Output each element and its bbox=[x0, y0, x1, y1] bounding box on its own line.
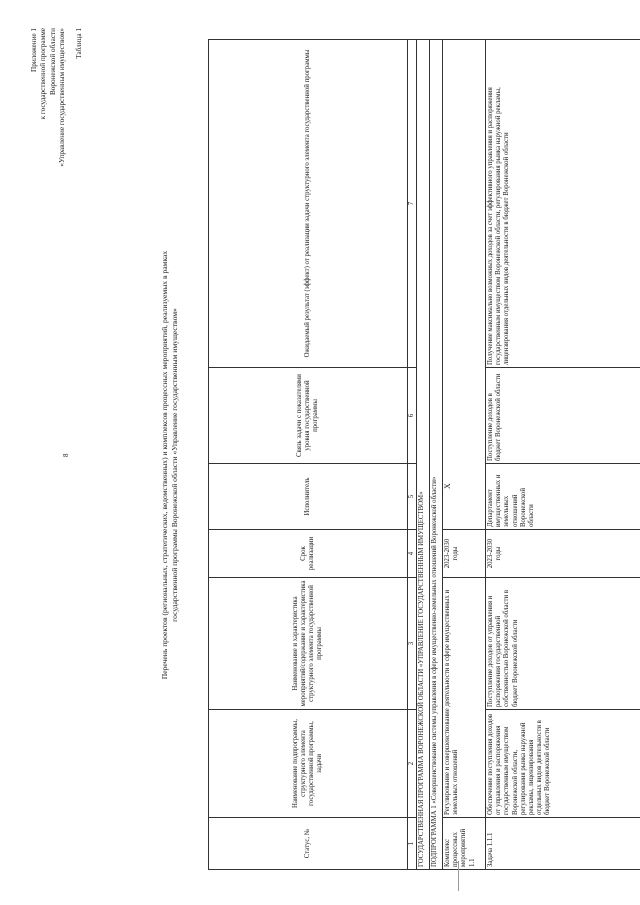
task-row bbox=[486, 40, 640, 870]
title-line-1: Перечень проектов (региональных, стратегических, ведомственных) и комплексов процессных мероприятий, реализуемых в рамках bbox=[160, 250, 169, 680]
task-period: 2023-2030 годы bbox=[486, 530, 640, 578]
column-number: 3 bbox=[408, 578, 417, 710]
subprogram-title: ПОДПРОГРАММА 1 «Совершенствование системы управления в сфере имущественно-земельных отношений Воронежской области» bbox=[430, 40, 443, 870]
header-description: Наименование и характеристика мероприятий/содержание и характеристика структурного элемента государственной программы bbox=[209, 578, 408, 710]
document-title bbox=[160, 185, 180, 745]
task-name: Обеспечение поступления доходов от управления и распоряжения государственным имуществом Воронежской области, регулирования рынка наружной рекламы, лицензирования отдельных видов деятельности в бюджет Воронежской области bbox=[486, 710, 640, 818]
complex-period: 2023-2030 годы bbox=[443, 530, 486, 578]
column-number: 7 bbox=[408, 40, 417, 368]
title-line-2: государственной программы Воронежской области «Управление государственным имуществом» bbox=[170, 308, 179, 622]
complex-status: Комплекс процессных мероприятий 1.1 bbox=[443, 818, 486, 870]
column-number: 6 bbox=[408, 368, 417, 464]
header-row bbox=[209, 40, 408, 870]
subprogram-row bbox=[430, 40, 443, 870]
task-executor: Департамент имущественных и земельных отношений Воронежской области bbox=[486, 464, 640, 530]
header-result: Ожидаемый результат (эффект) от реализации задачи структурного элемента государственной программы bbox=[209, 40, 408, 368]
column-number: 5 bbox=[408, 464, 417, 530]
page-number: 8 bbox=[62, 453, 70, 457]
complex-mark: Х bbox=[443, 40, 486, 530]
table-label: Таблица 1 bbox=[74, 28, 83, 59]
annex-line-1: Приложение 1 bbox=[30, 28, 38, 72]
task-status: Задача 1.1.1 bbox=[486, 818, 640, 870]
header-executor: Исполнитель bbox=[209, 464, 408, 530]
header-indicator-link: Связь задачи с показателями уровня государственной программы bbox=[209, 368, 408, 464]
complex-row bbox=[443, 40, 486, 870]
header-status: Статус, № bbox=[209, 818, 408, 870]
measures-table bbox=[208, 39, 640, 870]
program-row bbox=[417, 40, 430, 870]
column-number: 4 bbox=[408, 530, 417, 578]
task-description: Поступление доходов от управления и распоряжения государственной собственностью Воронежской области в бюджет Воронежской области bbox=[486, 578, 640, 710]
task-result: Получение максимально возможных доходов за счет эффективного управления и распоряжения государственным имуществом Воронежской области, регулирования рынка наружной рекламы, лицензирования отдельных видов деятельности в бюджет Воронежской области bbox=[486, 40, 640, 368]
task-indicator-link: Поступление доходов в бюджет Воронежской области bbox=[486, 368, 640, 464]
annex-line-3: Воронежской области bbox=[48, 28, 57, 96]
scan-mark bbox=[458, 861, 460, 891]
column-number: 1 bbox=[408, 818, 417, 870]
column-number-row bbox=[408, 40, 417, 870]
program-title: ГОСУДАРСТВЕННАЯ ПРОГРАММА ВОРОНЕЖСКОЙ ОБЛАСТИ «УПРАВЛЕНИЕ ГОСУДАРСТВЕННЫМ ИМУЩЕСТВОМ» bbox=[417, 40, 430, 870]
annex-block bbox=[30, 28, 84, 288]
header-name: Наименование подпрограммы, структурного элемента государственной программы, задачи bbox=[209, 710, 408, 818]
annex-line-4: «Управление государственным имуществом» bbox=[58, 28, 67, 167]
header-period: Срок реализации bbox=[209, 530, 408, 578]
annex-line-2: к государственной программе bbox=[39, 28, 48, 120]
complex-name: Регулирование и совершенствование деятельности в сфере имущественных и земельных отношений bbox=[443, 578, 486, 818]
column-number: 2 bbox=[408, 710, 417, 818]
